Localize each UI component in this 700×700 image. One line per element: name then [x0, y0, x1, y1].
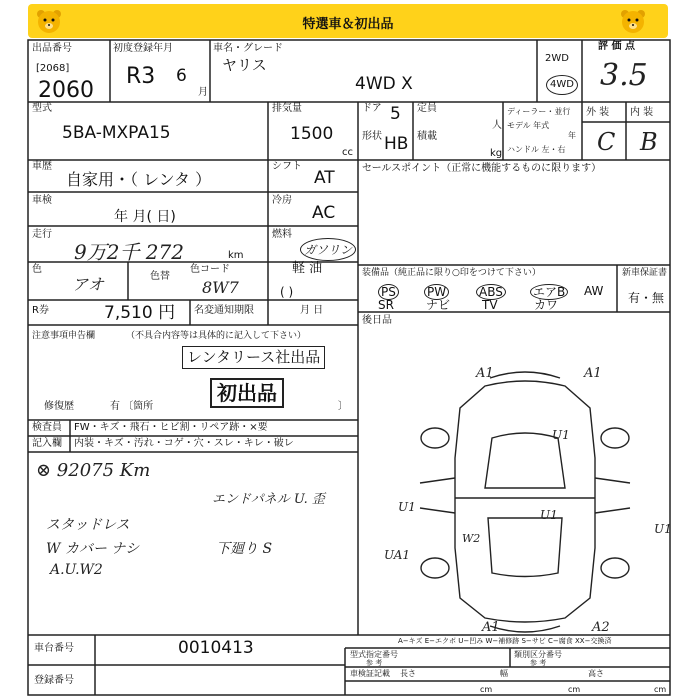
fuel-label: 燃料 [272, 229, 292, 240]
repair-close: 〕 [338, 401, 348, 412]
shape-value: HB [384, 134, 409, 154]
chassis-label: 車台番号 [34, 643, 74, 654]
drive-2wd: 2WD [545, 53, 569, 64]
exterior-label: 外 装 [586, 107, 610, 118]
diagram-legend: A−キズ E−エクボ U−凹み W−補修跡 S−サビ C−腐食 XX−交換済 [398, 637, 612, 645]
equip-aw: AW [584, 284, 604, 298]
header-title: 特選車＆初出品 [302, 17, 394, 32]
history-label: 車歴 [32, 161, 52, 172]
interior-value: B [640, 128, 658, 156]
equip-ps: PS [378, 284, 399, 300]
hand-studless: スタッドレス [46, 517, 130, 533]
score-label: 評 価 点 [598, 41, 635, 52]
car-diagram [380, 368, 670, 633]
repair-value: 有 〔箇所 [110, 401, 154, 412]
mark-u1-left: U1 [398, 500, 416, 514]
model-value: 5BA-MXPA15 [62, 123, 171, 143]
inspect-value: 年 月( 日) [114, 209, 176, 225]
capacity-unit: 人 [492, 120, 502, 131]
dim-length-unit: cm [480, 685, 493, 694]
shape-label: 形状 [362, 131, 382, 142]
dim-width-unit: cm [568, 685, 581, 694]
title-deadline-label: 名変通知期限 [194, 305, 254, 316]
month-unit: 月 [198, 87, 208, 98]
colorno-label: 色替 [150, 271, 170, 282]
reg-month: 6 [176, 66, 187, 86]
equip-airbag: エアB [530, 284, 568, 300]
mileage-unit: km [228, 250, 244, 261]
color-label: 色 [32, 264, 42, 275]
warranty-value: 有・無 [628, 291, 665, 305]
inspector-row-1: FW・キズ・飛石・ヒビ割・リペア跡・×要 [74, 422, 268, 433]
mark-a2-bottom: A2 [592, 620, 610, 635]
disp-label: 排気量 [272, 103, 302, 114]
recycle-value: 7,510 円 [104, 303, 176, 323]
mark-u1-right: U1 [540, 508, 558, 522]
mileage-value: 9万2千 272 [74, 240, 184, 264]
inspector-label-1: 検査員 [32, 422, 62, 433]
mark-a1-top-left: A1 [476, 366, 494, 381]
mark-ua1: UA1 [384, 548, 411, 562]
inspector-row-2: 内装・キズ・汚れ・コゲ・穴・スレ・キレ・破レ [74, 438, 294, 449]
sales-label: セールスポイント（正常に機能するものに限ります） [362, 163, 602, 174]
mark-a1-bottom: A1 [482, 620, 500, 635]
inspect-label: 車検 [32, 195, 52, 206]
equip-sr: SR [378, 298, 394, 312]
mileage-label: 走行 [32, 229, 52, 240]
disp-unit: cc [342, 147, 353, 158]
disp-value: 1500 [290, 124, 334, 144]
lot-label: 出品番号 [32, 43, 72, 54]
door-label: ドア [362, 103, 382, 114]
capacity-label: 定員 [417, 103, 437, 114]
notes-label: 注意事項申告欄 [32, 331, 96, 341]
hand-odo: ⊗ 92075 Km [36, 460, 151, 481]
class-label: 類別区分番号 [514, 650, 562, 659]
model-year-unit: 年 [568, 131, 576, 140]
car-name-label: 車名・グレード [213, 43, 283, 54]
door-value: 5 [390, 104, 401, 124]
lot-sub: [2068] [36, 63, 70, 74]
paren: ( ) [280, 285, 294, 299]
dim-width: 幅 [500, 669, 508, 678]
type-cert-sub: 参 考 [366, 659, 383, 667]
colorcode-label: 色コード [190, 264, 230, 275]
equip-leather: カワ [534, 298, 559, 312]
equipment-label: 装備品（純正品に限り○印をつけて下さい） [362, 268, 541, 278]
ac-value: AC [312, 203, 336, 223]
ac-label: 冷房 [272, 195, 292, 206]
mark-u1-front: U1 [552, 428, 570, 442]
dealer-label: ディーラー・並行 [507, 107, 571, 116]
equip-tv: TV [482, 298, 498, 312]
shift-value: AT [314, 168, 335, 188]
dim-height: 高さ [588, 669, 604, 678]
hand-underside: 下廻り S [216, 541, 273, 557]
car-grade: 4WD X [355, 74, 413, 94]
type-cert-label: 型式指定番号 [350, 650, 398, 659]
exterior-value: C [597, 128, 616, 156]
history-value: 自家用・（ レンタ ） [66, 170, 212, 189]
reg-year: R3 [126, 64, 156, 89]
dim-length: 長さ [400, 669, 416, 678]
mark-u1-far-right: U1 [654, 522, 672, 536]
title-deadline-value: 月 日 [300, 305, 324, 316]
recycle-label: R券 [32, 305, 49, 316]
reg-label: 登録番号 [34, 675, 74, 686]
notes-sub: （不具合内容等は具体的に記入して下さい） [126, 331, 307, 341]
mark-a1-top-right: A1 [584, 366, 602, 381]
hand-wcover: W カバー ナシ [46, 541, 140, 557]
color-value: アオ [72, 275, 104, 294]
fuel-alt: 軽 油 [292, 261, 323, 276]
shift-label: シフト [272, 161, 302, 172]
car-name: ヤリス [222, 56, 267, 74]
hand-panel: エンドパネル U. 歪 [212, 492, 325, 507]
chassis-value: 0010413 [178, 638, 254, 658]
inspector-label-2: 記入欄 [32, 438, 62, 449]
drive-4wd: 4WD [546, 75, 578, 95]
score-value: 3.5 [600, 58, 648, 93]
first-stamp: 初出品 [210, 378, 284, 408]
mark-w2: W2 [462, 532, 481, 545]
equip-abs: ABS [476, 284, 506, 300]
class-sub: 参 考 [530, 659, 547, 667]
equip-pw: PW [424, 284, 449, 300]
length-label: 車検証記載 [350, 669, 390, 678]
handle-label: ハンドル 左・右 [507, 145, 566, 154]
colorcode-value: 8W7 [202, 278, 239, 297]
model-year-label: モデル 年式 [507, 121, 550, 130]
load-label: 積載 [417, 131, 437, 142]
lot-number: 2060 [38, 78, 94, 103]
load-unit: kg [490, 148, 503, 159]
rear-label: 後日品 [362, 315, 392, 326]
first-reg-label: 初度登録年月 [113, 43, 173, 54]
fuel-value: ガソリン [300, 238, 356, 261]
hand-codes: A.U.W2 [50, 562, 103, 578]
model-label: 型式 [32, 103, 52, 114]
warranty-label: 新車保証書 [622, 268, 668, 278]
equip-navi: ナビ [426, 298, 451, 312]
repair-label: 修復歴 [44, 401, 74, 412]
dim-height-unit: cm [654, 685, 667, 694]
interior-label: 内 装 [630, 107, 654, 118]
rental-stamp: レンタリース社出品 [182, 346, 325, 369]
